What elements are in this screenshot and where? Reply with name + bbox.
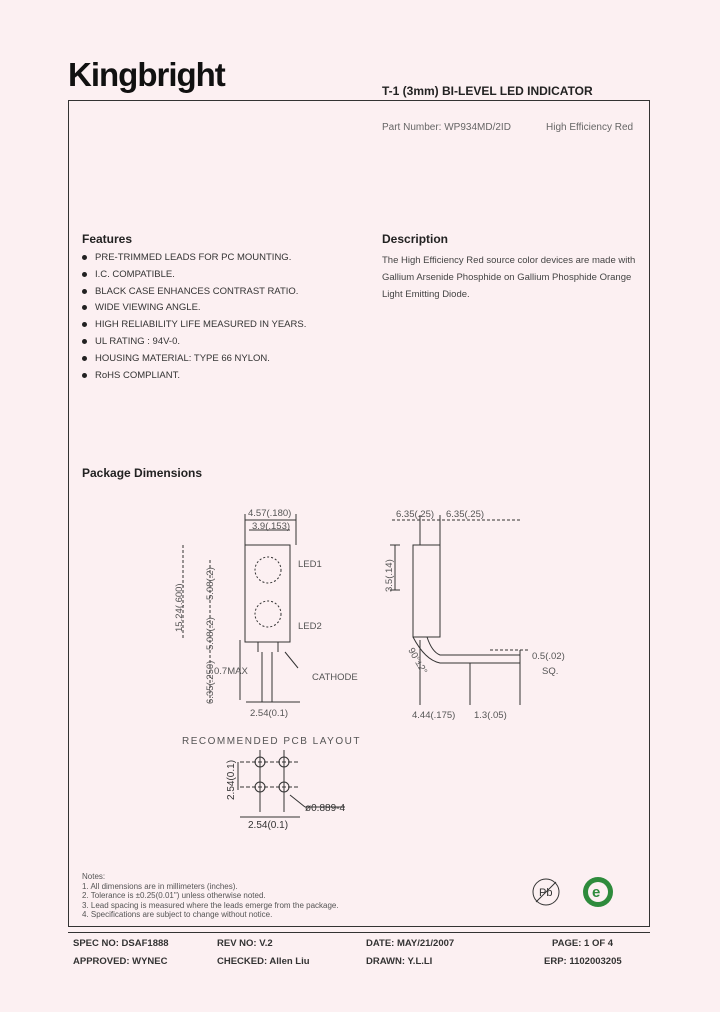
label-square: SQ.	[542, 666, 559, 677]
dim-led-spacing-1: 5.08(.2)	[205, 567, 216, 600]
page-number: PAGE: 1 OF 4	[552, 938, 614, 949]
feature-item: HIGH RELIABILITY LIFE MEASURED IN YEARS.	[82, 319, 306, 336]
label-cathode: CATHODE	[312, 672, 358, 683]
dim-led-spacing-2: 5.08(.2)	[205, 617, 216, 650]
dim-bend-angle: 90°±2°	[405, 646, 430, 677]
dim-lead-length: 6.35(.250)	[205, 660, 216, 704]
dim-side-height: 3.5(.14)	[384, 559, 395, 592]
dim-side-bottom-2: 1.3(.05)	[474, 710, 507, 721]
feature-item: HOUSING MATERIAL: TYPE 66 NYLON.	[82, 353, 306, 370]
feature-item: BLACK CASE ENHANCES CONTRAST RATIO.	[82, 286, 306, 303]
feature-item: PRE-TRIMMED LEADS FOR PC MOUNTING.	[82, 252, 306, 269]
revision-number: REV NO: V.2	[217, 938, 273, 949]
dim-lead-pitch: 2.54(0.1)	[250, 708, 289, 719]
feature-item: WIDE VIEWING ANGLE.	[82, 302, 306, 319]
drawn-by: DRAWN: Y.L.LI	[366, 956, 433, 967]
notes-title: Notes:	[82, 872, 106, 881]
dim-side-bottom-1: 4.44(.175)	[412, 710, 456, 721]
note-item: 2. Tolerance is ±0.25(0.01") unless otherwise noted.	[82, 891, 266, 901]
note-item: 4. Specifications are subject to change without notice.	[82, 910, 273, 920]
note-item: 1. All dimensions are in millimeters (inches).	[82, 881, 238, 891]
footer-rule	[68, 932, 650, 933]
rohs-icon	[583, 877, 613, 907]
svg-text:e: e	[592, 884, 601, 901]
pcb-dim-vertical: 2.54(0.1)	[226, 759, 237, 800]
date: DATE: MAY/21/2007	[366, 938, 455, 949]
pcb-hole-diameter: ø0.889-4	[305, 803, 346, 814]
label-led2: LED2	[298, 621, 322, 632]
dim-side-top-2: 6.35(.25)	[446, 509, 485, 520]
feature-item: RoHS COMPLIANT.	[82, 370, 306, 387]
brand-logo: Kingbright	[68, 56, 225, 93]
dim-front-top-outer: 4.57(.180)	[248, 508, 292, 519]
color-description: High Efficiency Red	[546, 122, 634, 133]
spec-number: SPEC NO: DSAF1888	[73, 938, 169, 949]
description-text: The High Efficiency Red source color devices are made with Gallium Arsenide Phosphide on Gallium Phosphide Orange Light Emitting Diode.	[382, 255, 636, 300]
part-number: Part Number: WP934MD/2ID	[382, 122, 511, 133]
footer	[70, 938, 650, 974]
feature-item: I.C. COMPATIBLE.	[82, 269, 306, 286]
erp-number: ERP: 1102003205	[544, 956, 622, 967]
note-item: 3. Lead spacing is measured where the leads emerge from the package.	[82, 900, 339, 910]
pcb-dim-horizontal: 2.54(0.1)	[248, 820, 289, 831]
pb-free-icon	[533, 879, 559, 905]
checked-by: CHECKED: Allen Liu	[217, 956, 310, 967]
feature-item: UL RATING : 94V-0.	[82, 336, 306, 353]
dim-front-top-inner: 3.9(.153)	[252, 521, 291, 532]
dim-lead-max: 0.7MAX	[214, 666, 248, 677]
dim-lead-square: 0.5(.02)	[532, 651, 565, 662]
document-title: T-1 (3mm) BI-LEVEL LED INDICATOR	[382, 84, 593, 98]
compliance-badges	[528, 874, 624, 914]
package-dimensions-heading: Package Dimensions	[82, 466, 203, 480]
dim-side-top-1: 6.35(.25)	[396, 509, 435, 520]
dim-overall-height: 15.24(.600)	[174, 583, 185, 632]
features-heading: Features	[82, 232, 133, 246]
pcb-layout-title: RECOMMENDED PCB LAYOUT	[182, 736, 361, 747]
svg-text:Pb: Pb	[539, 887, 553, 899]
label-led1: LED1	[298, 559, 322, 570]
description-heading: Description	[382, 232, 449, 246]
approved-by: APPROVED: WYNEC	[73, 956, 168, 967]
notes-block	[82, 872, 339, 920]
